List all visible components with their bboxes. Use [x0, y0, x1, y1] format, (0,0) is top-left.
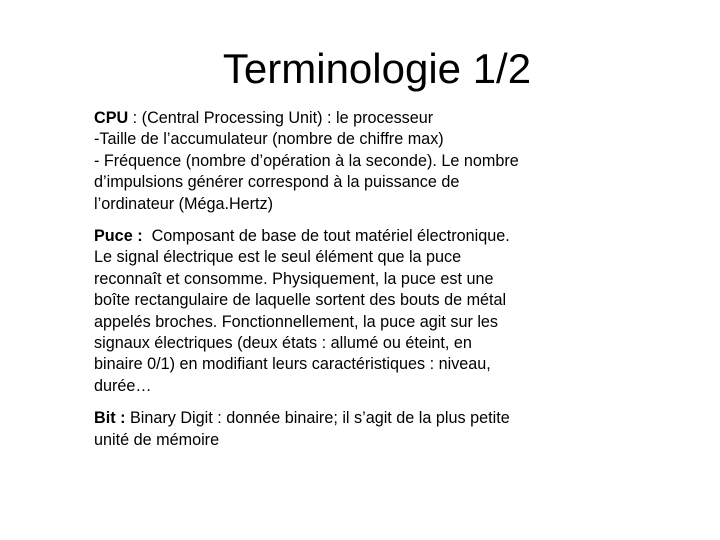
definition-cpu	[94, 108, 584, 215]
slide-body	[94, 108, 584, 451]
term-cpu: CPU	[94, 109, 129, 127]
definition-puce	[94, 226, 584, 397]
definition-line: binaire 0/1) en modifiant leurs caractéristiques : niveau,	[94, 355, 491, 374]
definition-line: boîte rectangulaire de laquelle sortent des bouts de métal	[94, 291, 507, 310]
definition-text: Composant de base de tout matériel électronique.	[142, 227, 510, 246]
definition-line: reconnaît et consomme. Physiquement, la puce est une	[94, 269, 494, 288]
term-puce: Puce :	[94, 227, 143, 246]
definition-text: Binary Digit : donnée binaire; il s’agit de la plus petite	[125, 409, 510, 428]
definition-line: durée…	[94, 376, 152, 395]
definition-line: - Fréquence (nombre d’opération à la seconde). Le nombre	[94, 151, 519, 170]
definition-bit	[94, 408, 584, 451]
definition-line: -Taille de l’accumulateur (nombre de chiffre max)	[94, 130, 444, 149]
definition-line: appelés broches. Fonctionnellement, la puce agit sur les	[94, 312, 499, 331]
definition-line: d’impulsions générer correspond à la puissance de	[94, 173, 460, 192]
definition-line: signaux électriques (deux états : allumé ou éteint, en	[94, 334, 472, 353]
definition-line: unité de mémoire	[94, 430, 220, 449]
definition-line: l’ordinateur (Méga.Hertz)	[94, 194, 274, 213]
definition-text: : (Central Processing Unit) : le processeur	[128, 109, 434, 127]
definition-line	[94, 408, 584, 429]
definition-line	[94, 226, 584, 247]
definition-line	[94, 108, 584, 129]
term-bit: Bit :	[94, 409, 126, 428]
definition-line: Le signal électrique est le seul élément que la puce	[94, 248, 462, 267]
slide-title: Terminologie 1/2	[222, 45, 532, 92]
